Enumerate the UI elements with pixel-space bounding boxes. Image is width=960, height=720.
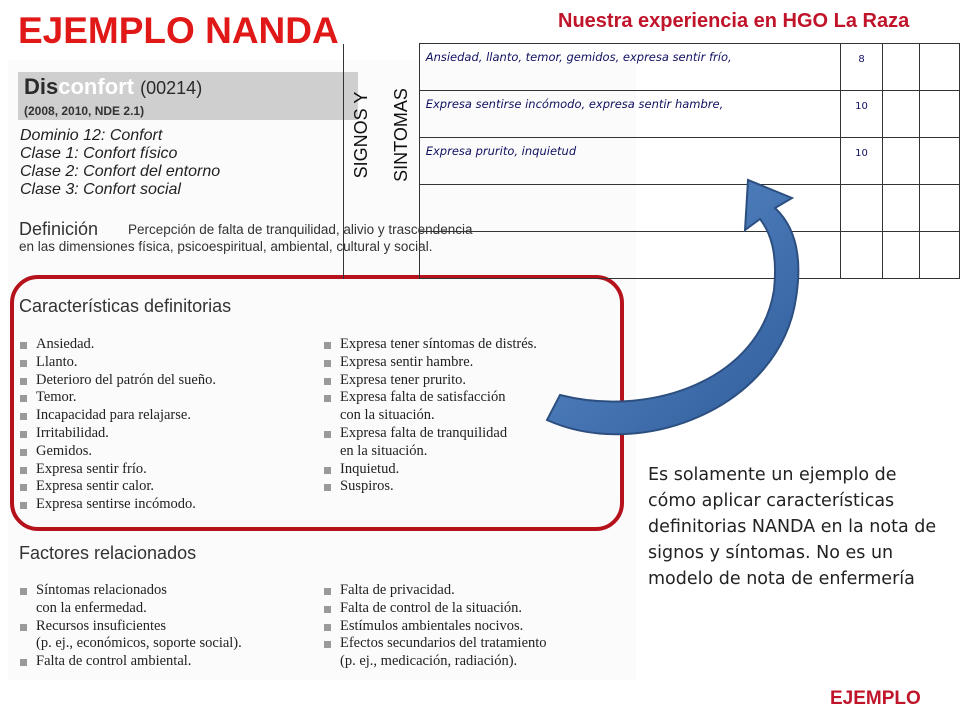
list-item-line: Expresa sentir hambre. xyxy=(340,353,474,370)
side-label-line: SINTOMAS xyxy=(391,88,411,182)
note-text: Es solamente un ejemplo de cómo aplicar características definitorias NANDA en la nota de signos y síntomas. No es un modelo de nota de enfermería xyxy=(648,465,937,589)
footer-tag: EJEMPLO xyxy=(830,688,921,709)
list-item: Temor. xyxy=(18,389,318,407)
list-item-line: (p. ej., medicación, radiación). xyxy=(340,653,518,670)
factors-heading: Factores relacionados xyxy=(19,543,197,563)
arrow-shape xyxy=(547,180,798,434)
table-cell-text: Expresa sentirse incómodo, expresa sentir hambre, xyxy=(419,91,840,138)
list-item: Ansiedad. xyxy=(18,336,318,354)
list-item-line: Estímulos ambientales nocivos. xyxy=(340,617,524,634)
list-item-line: Expresa falta de satisfacción xyxy=(340,389,506,406)
list-item: Llanto. xyxy=(18,354,318,372)
list-item: Irritabilidad. xyxy=(18,425,318,443)
table-cell-value: 8 xyxy=(840,44,883,91)
definition-text-line2: en las dimensiones física, psicoespiritual, ambiental, cultural y social. xyxy=(19,239,433,254)
list-item-line: con la situación. xyxy=(340,407,435,424)
list-item-line: Falta de privacidad. xyxy=(340,582,455,598)
table-cell-text: Ansiedad, llanto, temor, gemidos, expresa sentir frío, xyxy=(419,44,840,91)
diagnosis-code: (00214) xyxy=(140,78,203,98)
list-item: Deterioro del patrón del sueño. xyxy=(18,372,318,390)
definition-heading: Definición xyxy=(19,219,99,239)
side-label-line: SIGNOS Y xyxy=(351,91,371,179)
list-item-line: Expresa falta de tranquilidad xyxy=(340,424,508,441)
list-item: Incapacidad para relajarse. xyxy=(18,407,318,425)
domain-line: Clase 3: Confort social xyxy=(20,181,181,198)
list-item-line: Síntomas relacionados xyxy=(36,582,167,598)
table-cell-value: 10 xyxy=(840,138,883,185)
list-item: Expresa sentir calor. xyxy=(18,478,318,496)
list-item-line: Falta de control ambiental. xyxy=(36,653,192,670)
definition-text-line1: Percepción de falta de tranquilidad, alivio y trascendencia xyxy=(128,222,473,237)
list-item: Expresa sentirse incómodo. xyxy=(18,496,318,514)
table-cell-text: Expresa prurito, inquietud xyxy=(419,138,840,185)
domain-line: Dominio 12: Confort xyxy=(20,127,163,144)
list-item-line: Falta de control de la situación. xyxy=(340,599,523,616)
list-item: Gemidos. xyxy=(18,443,318,461)
table-cell-value: 10 xyxy=(840,91,883,138)
subtitle: Nuestra experiencia en HGO La Raza xyxy=(558,10,910,32)
diagnosis-years: (2008, 2010, NDE 2.1) xyxy=(24,104,145,118)
list-item-line: con la enfermedad. xyxy=(36,599,147,616)
diagnosis-prefix: Dis xyxy=(24,74,59,99)
list-item-line: (p. ej., económicos, soporte social). xyxy=(36,635,242,652)
list-item-line: Suspiros. xyxy=(340,478,394,495)
list-item: Expresa sentir frío. xyxy=(18,461,318,479)
page-title: EJEMPLO NANDA xyxy=(18,10,339,51)
diagnosis-rest: confort xyxy=(58,74,135,99)
list-item-line: Expresa tener síntomas de distrés. xyxy=(340,336,537,352)
list-item-line: Recursos insuficientes xyxy=(36,617,167,634)
list-item-line: Expresa tener prurito. xyxy=(340,371,467,388)
domain-line: Clase 1: Confort físico xyxy=(20,145,178,162)
list-item-line: Inquietud. xyxy=(340,460,400,477)
domain-line: Clase 2: Confort del entorno xyxy=(20,163,221,180)
list-item-line: en la situación. xyxy=(340,442,428,459)
list-item-line: Efectos secundarios del tratamiento xyxy=(340,635,547,652)
characteristics-heading: Características definitorias xyxy=(19,296,232,316)
